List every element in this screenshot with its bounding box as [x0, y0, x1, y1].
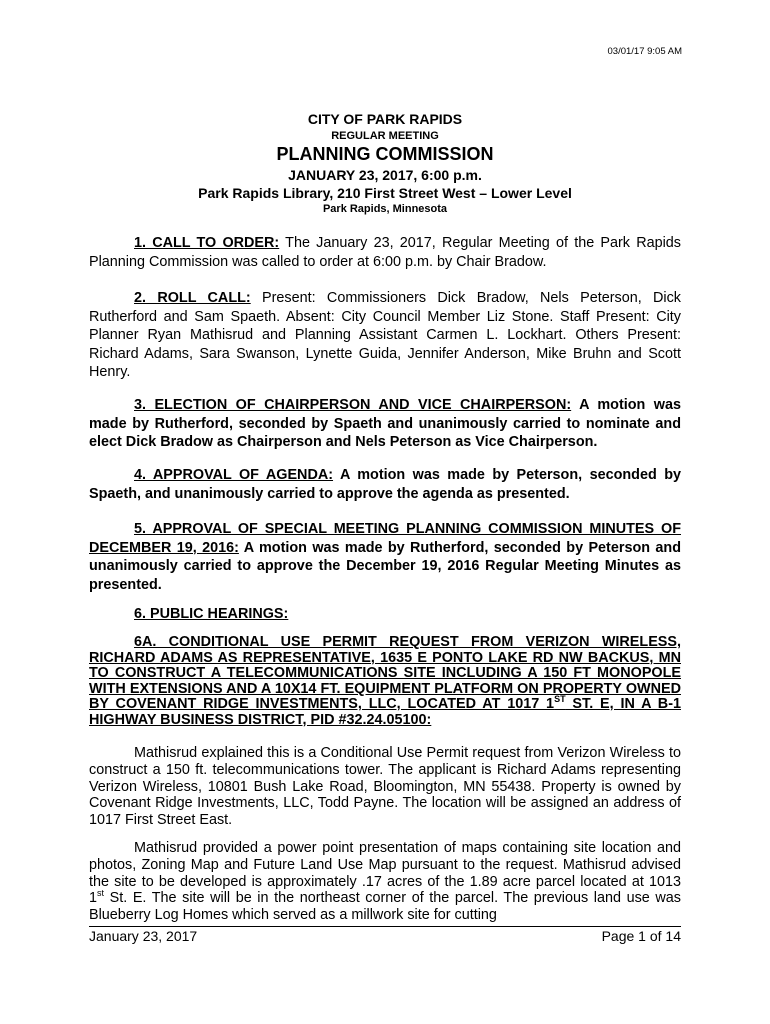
section-minutes	[89, 520, 681, 594]
print-timestamp: 03/01/17 9:05 AM	[607, 46, 682, 57]
footer-date: January 23, 2017	[89, 928, 198, 944]
footer-divider	[89, 926, 681, 927]
minutes-text: A motion was made by Rutherford, seconded by Peterson and unanimously carried to approve the December 19, 2016 Regular Meeting Minutes as presented.	[89, 539, 681, 593]
agenda-heading: 4. APPROVAL OF AGENDA:	[134, 467, 334, 483]
paragraph-mathisrud-presentation	[89, 840, 681, 924]
paragraph-mathisrud-explanation: Mathisrud explained this is a Conditional Use Permit request from Verizon Wireless to construct a 150 ft. telecommunications tower. The applicant is Richard Adams representing Verizon Wireless, 10801 Bush Lake Road, Bloomington, MN 55438. Property is owned by Covenant Ridge Investments, LLC, Todd Payne. The location will be assigned an address of 1017 First Street East.	[89, 745, 681, 829]
section-call-to-order	[89, 234, 681, 271]
election-heading: 3. ELECTION OF CHAIRPERSON AND VICE CHAIRPERSON:	[134, 397, 572, 413]
item-6a-heading-sup: ST	[554, 694, 566, 705]
roll-call-heading: 2. ROLL CALL:	[134, 290, 251, 306]
header-meeting-type: REGULAR MEETING	[331, 130, 439, 142]
roll-call-text: Present: Commissioners Dick Bradow, Nels Peterson, Dick Rutherford and Sam Spaeth. Absent: City Council Member Liz Stone. Staff Present: City Planner Ryan Mathisrud and Planning Assistant Carmen L. Lockhart. Others Present: Richard Adams, Sara Swanson, Lynette Guida, Jennifer Anderson, Mike Bruhn and Scott Henry.	[89, 290, 682, 380]
election-text: A motion was made by Rutherford, seconded by Spaeth and unanimously carried to nominate and elect Dick Bradow as Chairperson and Nels Peterson as Vice Chairperson.	[89, 397, 681, 450]
public-hearings-heading: 6. PUBLIC HEARINGS:	[134, 606, 289, 622]
item-6a-heading-part1: 6A. CONDITIONAL USE PERMIT REQUEST FROM VERIZON WIRELESS, RICHARD ADAMS AS REPRESENTATIVE, 1635 E PONTO LAKE RD NW BACKUS, MN TO CONSTRUCT A TELECOMMUNICATIONS SITE INCLUDING A 150 FT MONOPOLE WITH EXTENSIONS AND A 10X14 FT. EQUIPMENT PLATFORM ON PROPERTY OWNED BY COVENANT RIDGE INVESTMENTS, LLC, LOCATED AT 1017 1	[89, 634, 681, 712]
presentation-text-part1: Mathisrud provided a power point presentation of maps containing site location and photos, Zoning Map and Future Land Use Map pursuant to the request. Mathisrud advised the site to be developed is approximately .17 acres of the 1.89 acre parcel located at 1013 1	[89, 840, 681, 907]
presentation-text-part2: St. E. The site will be in the northeast corner of the parcel. The previous land use was Blueberry Log Homes which served as a millwork site for cutting	[89, 890, 681, 924]
call-to-order-text: The January 23, 2017, Regular Meeting of the Park Rapids Planning Commission was called to order at 6:00 p.m. by Chair Bradow.	[89, 235, 682, 270]
presentation-sup: st	[97, 888, 105, 899]
header-city-state: Park Rapids, Minnesota	[322, 203, 448, 215]
header-commission: PLANNING COMMISSION	[276, 144, 494, 164]
section-agenda	[89, 466, 681, 503]
footer-page-number: Page 1 of 14	[601, 928, 681, 944]
minutes-heading: 5. APPROVAL OF SPECIAL MEETING PLANNING COMMISSION MINUTES OF DECEMBER 19, 2016:	[89, 521, 681, 556]
agenda-text: A motion was made by Peterson, seconded by Spaeth, and unanimously carried to approve the agenda as presented.	[89, 467, 681, 502]
call-to-order-heading: 1. CALL TO ORDER:	[134, 235, 280, 251]
header-location: Park Rapids Library, 210 First Street West – Lower Level	[198, 185, 572, 201]
header-date-time: JANUARY 23, 2017, 6:00 p.m.	[288, 167, 482, 183]
item-6a-heading-part2: ST. E, IN A B-1 HIGHWAY BUSINESS DISTRICT, PID #32.24.05100:	[89, 696, 681, 728]
section-public-hearings	[89, 605, 681, 624]
section-roll-call	[89, 289, 681, 382]
header-city: CITY OF PARK RAPIDS	[307, 111, 463, 127]
section-6a-heading	[89, 635, 681, 728]
section-election	[89, 396, 681, 452]
